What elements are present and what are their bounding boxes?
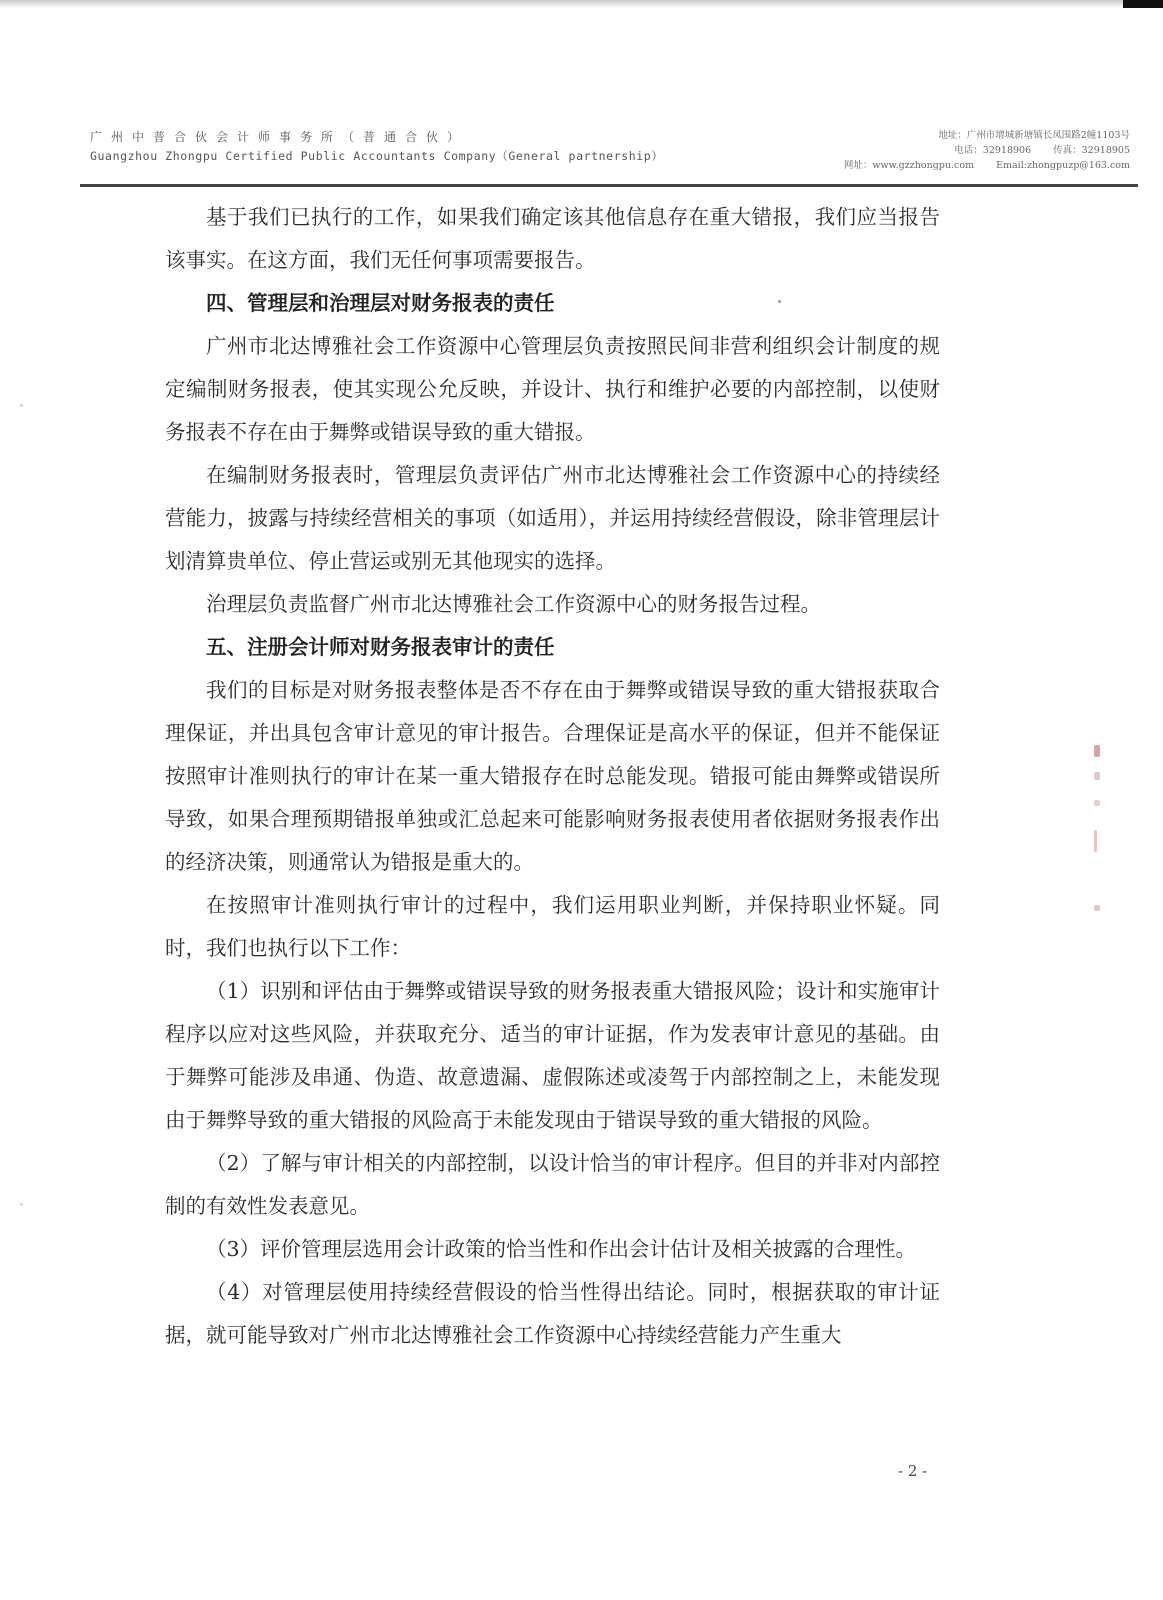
seal-fragment-mark xyxy=(1094,905,1100,911)
paragraph-management-responsibility: 广州市北达博雅社会工作资源中心管理层负责按照民间非营利组织会计制度的规定编制财务报表，使其实现公允反映，并设计、执行和维护必要的内部控制，以使财务报表不存在由于舞弊或错误导致的重大错报。 xyxy=(165,334,940,444)
seal-fragment-mark xyxy=(1094,745,1100,757)
scan-speck xyxy=(778,300,781,303)
firm-name-chinese: 广州中普合伙会计师事务所（普通合伙） xyxy=(90,130,469,144)
firm-phone: 电话：32918906 xyxy=(954,145,1032,156)
paragraph-audit-objective: 我们的目标是对财务报表整体是否不存在由于舞弊或错误导致的重大错报获取合理保证，并出具包含审计意见的审计报告。合理保证是高水平的保证，但并不能保证按照审计准则执行的审计在某一重大错报存在时总能发现。错报可能由舞弊或错误所导致，如果合理预期错报单独或汇总起来可能影响财务报表使用者依据财务报表作出的经济决策，则通常认为错报是重大的。 xyxy=(165,678,940,874)
seal-fragment-mark xyxy=(1094,800,1100,806)
scan-speck xyxy=(20,1203,23,1206)
firm-name-english: Guangzhou Zhongpu Certified Public Accountants Company（General partnership） xyxy=(90,149,664,163)
firm-web-email-line xyxy=(844,158,1130,173)
letterhead xyxy=(90,128,1130,184)
seal-fragment-mark xyxy=(1094,830,1097,852)
firm-email: Email:zhongpuzp@163.com xyxy=(996,160,1130,171)
paragraph-going-concern: 在编制财务报表时，管理层负责评估广州市北达博雅社会工作资源中心的持续经营能力，披露与持续经营相关的事项（如适用），并运用持续经营假设，除非管理层计划清算贵单位、停止营运或别无其他现实的选择。 xyxy=(165,463,940,573)
paragraph-professional-judgment: 在按照审计准则执行审计的过程中，我们运用职业判断，并保持职业怀疑。同时，我们也执行以下工作： xyxy=(165,893,940,960)
list-item-1: （1）识别和评估由于舞弊或错误导致的财务报表重大错报风险；设计和实施审计程序以应对这些风险，并获取充分、适当的审计证据，作为发表审计意见的基础。由于舞弊可能涉及串通、伪造、故意遗漏、虚假陈述或凌驾于内部控制之上，未能发现由于舞弊导致的重大错报的风险高于未能发现由于错误导致的重大错报的风险。 xyxy=(165,979,940,1132)
section-heading-4: 四、管理层和治理层对财务报表的责任 xyxy=(206,291,555,315)
firm-website: 网址：www.gzzhongpu.com xyxy=(843,160,975,171)
scan-speck xyxy=(20,404,23,407)
paragraph-other-information: 基于我们已执行的工作，如果我们确定该其他信息存在重大错报，我们应当报告该事实。在这方面，我们无任何事项需要报告。 xyxy=(165,205,940,272)
page-number: - 2 - xyxy=(898,1462,928,1480)
report-body xyxy=(165,196,940,1357)
firm-contact-block xyxy=(844,128,1130,173)
firm-address: 地址：广州市增城新塘镇长凤围路2幢1103号 xyxy=(938,130,1130,141)
firm-phone-fax-line xyxy=(844,143,1130,158)
list-item-4: （4）对管理层使用持续经营假设的恰当性得出结论。同时，根据获取的审计证据，就可能导致对广州市北达博雅社会工作资源中心持续经营能力产生重大 xyxy=(165,1280,940,1347)
letterhead-divider xyxy=(80,184,1138,187)
section-heading-5: 五、注册会计师对财务报表审计的责任 xyxy=(206,635,555,659)
scan-edge-top xyxy=(0,0,1163,8)
scan-corner-mark xyxy=(1123,0,1163,8)
paragraph-governance: 治理层负责监督广州市北达博雅社会工作资源中心的财务报告过程。 xyxy=(206,592,821,616)
seal-fragment-mark xyxy=(1094,772,1100,780)
list-item-3: （3）评价管理层选用会计政策的恰当性和作出会计估计及相关披露的合理性。 xyxy=(206,1237,917,1261)
list-item-2: （2）了解与审计相关的内部控制，以设计恰当的审计程序。但目的并非对内部控制的有效性发表意见。 xyxy=(165,1151,940,1218)
firm-fax: 传真：32918905 xyxy=(1053,145,1130,156)
